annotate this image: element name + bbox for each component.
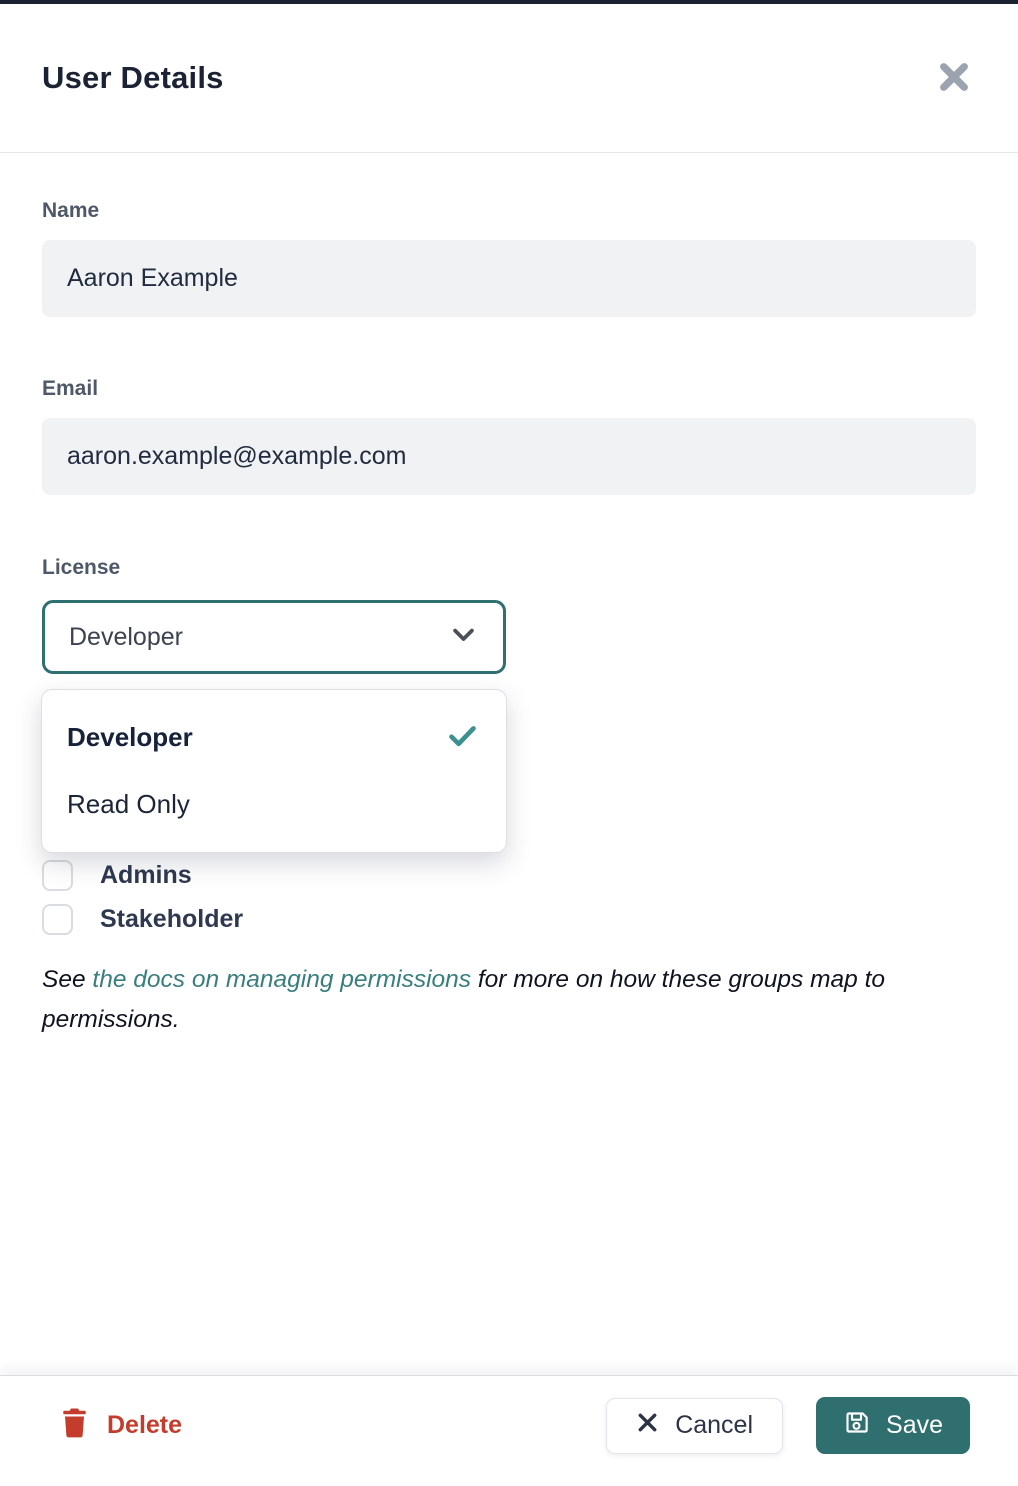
name-field[interactable] (42, 240, 976, 317)
trash-icon (62, 1407, 87, 1445)
license-dropdown-menu (41, 689, 507, 853)
save-disk-icon (843, 1409, 870, 1443)
license-select[interactable] (42, 600, 506, 674)
modal-body (0, 199, 1018, 1040)
modal-header (0, 4, 1018, 153)
license-option-label: Developer (67, 722, 193, 752)
license-selected-value: Developer (69, 622, 183, 651)
modal-footer (0, 1375, 1018, 1475)
note-text-before: See (42, 966, 93, 993)
permissions-docs-link[interactable]: the docs on managing permissions (92, 966, 472, 993)
license-label: License (42, 556, 121, 579)
name-label: Name (42, 199, 100, 222)
license-option-label: Read Only (67, 789, 190, 819)
stakeholder-checkbox-label: Stakeholder (100, 905, 244, 933)
license-select-wrap (42, 600, 506, 819)
license-option-read-only[interactable] (42, 771, 506, 838)
permissions-note (42, 960, 947, 1040)
email-label: Email (42, 377, 99, 400)
delete-button-label: Delete (107, 1411, 183, 1439)
note-text-after: for more on how these groups map to permissions. (42, 966, 886, 1033)
cancel-button-label: Cancel (675, 1411, 754, 1439)
cancel-button[interactable] (606, 1398, 783, 1454)
footer-actions (606, 1397, 970, 1454)
chevron-down-icon (448, 619, 479, 655)
modal-title: User Details (42, 60, 224, 95)
close-icon (935, 58, 973, 99)
check-icon (447, 720, 478, 756)
group-row-admins (42, 860, 976, 891)
groups-block (42, 860, 976, 935)
close-button[interactable] (932, 56, 976, 100)
delete-button[interactable] (62, 1407, 182, 1445)
license-option-developer[interactable] (42, 704, 506, 771)
x-icon (636, 1411, 659, 1441)
admins-checkbox-label: Admins (100, 861, 192, 889)
admins-checkbox[interactable] (42, 860, 73, 891)
stakeholder-checkbox[interactable] (42, 904, 73, 935)
group-row-stakeholder (42, 904, 976, 935)
user-details-modal (0, 4, 1018, 1439)
save-button[interactable] (816, 1397, 970, 1454)
save-button-label: Save (886, 1411, 943, 1439)
email-field[interactable] (42, 418, 976, 495)
